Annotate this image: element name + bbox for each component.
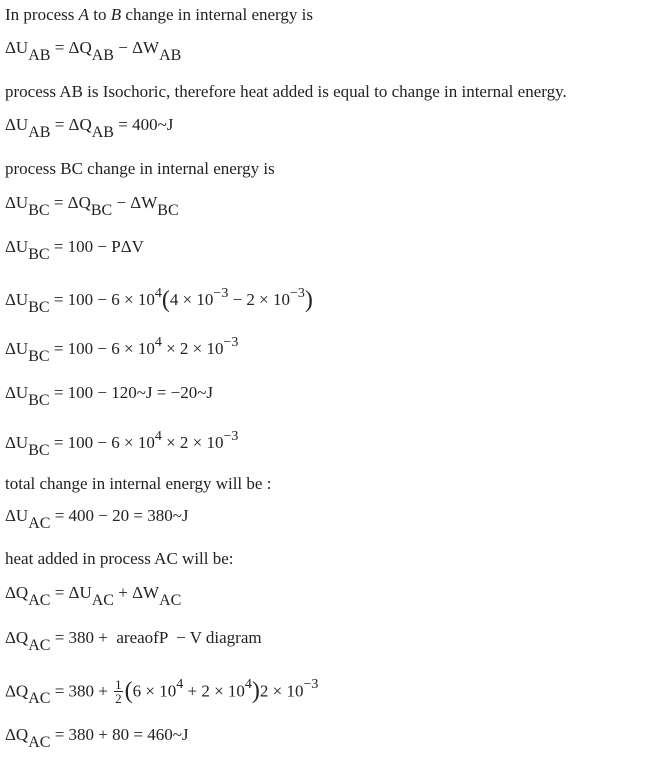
exponent: −3	[303, 677, 319, 693]
term: + 2 × 10	[183, 681, 245, 701]
exponent: 4	[176, 677, 184, 693]
symbol: ΔU	[5, 339, 29, 358]
point-b: B	[110, 5, 122, 24]
isochoric-line: process AB is Isochoric, therefore heat added is equal to change in internal energy.	[5, 82, 567, 101]
equation-1	[5, 38, 182, 64]
term: − 2 × 10	[228, 290, 291, 309]
value: = 380 + areaofP − V diagram	[50, 628, 262, 647]
value: = 100 − 120~J = −20~J	[49, 383, 214, 402]
equation-9	[5, 506, 189, 532]
text: to	[89, 5, 111, 24]
exponent: −3	[223, 335, 239, 350]
symbol: = ΔQ	[50, 115, 92, 134]
exponent: −3	[223, 429, 239, 444]
symbol: ΔU	[5, 115, 29, 134]
subscript: AB	[28, 47, 51, 64]
paren: )	[251, 678, 260, 705]
term: 2 × 10	[259, 681, 304, 701]
subscript: BC	[90, 202, 113, 219]
value: = 400~J	[113, 115, 174, 134]
subscript: BC	[28, 246, 50, 263]
subscript: AC	[28, 515, 51, 532]
intro-line	[5, 5, 313, 25]
numerator: 1	[115, 677, 122, 692]
exponent: 4	[154, 429, 162, 444]
symbol: + ΔW	[113, 583, 160, 602]
subscript: AB	[28, 124, 51, 141]
paren: (	[124, 678, 133, 705]
subscript: BC	[28, 299, 50, 316]
equation-12	[5, 679, 318, 706]
symbol: ΔQ	[5, 628, 29, 647]
subscript: BC	[28, 392, 50, 409]
equation-7	[5, 383, 214, 409]
value: = 100 − PΔV	[49, 237, 144, 256]
term: = 380 +	[50, 681, 113, 701]
symbol: − ΔW	[113, 38, 160, 57]
exponent: 4	[154, 286, 162, 301]
symbol: ΔU	[5, 193, 29, 212]
symbol: = ΔU	[50, 583, 92, 602]
equation-3	[5, 193, 179, 219]
symbol: ΔU	[5, 383, 29, 402]
denominator: 2	[115, 691, 122, 706]
term: = 100 − 6 × 10	[49, 339, 155, 358]
subscript: BC	[28, 202, 50, 219]
text: In process	[5, 5, 79, 24]
bc-intro-line: process BC change in internal energy is	[5, 159, 275, 178]
subscript: AC	[28, 690, 51, 708]
subscript: AB	[159, 47, 182, 64]
subscript: BC	[157, 202, 179, 219]
subscript: AC	[28, 637, 51, 654]
value: = 400 − 20 = 380~J	[50, 506, 189, 525]
equation-2	[5, 115, 174, 141]
equation-10	[5, 583, 182, 609]
equation-4	[5, 237, 144, 263]
value: = 380 + 80 = 460~J	[50, 725, 189, 744]
subscript: AC	[28, 592, 51, 609]
symbol: ΔU	[5, 506, 29, 525]
term: × 2 × 10	[161, 339, 224, 358]
subscript: AB	[91, 124, 114, 141]
symbol: = ΔQ	[49, 193, 91, 212]
equation-11	[5, 628, 262, 654]
exponent: 4	[154, 335, 162, 350]
symbol: ΔU	[5, 237, 29, 256]
equation-13	[5, 725, 189, 751]
term: × 2 × 10	[161, 433, 224, 452]
point-a: A	[78, 5, 90, 24]
term: = 100 − 6 × 10	[49, 290, 155, 309]
subscript: BC	[28, 348, 50, 365]
symbol: ΔQ	[5, 583, 29, 602]
term: 6 × 10	[132, 681, 177, 701]
symbol: ΔU	[5, 38, 29, 57]
paren: (	[161, 287, 170, 313]
paren: )	[304, 287, 313, 313]
equation-6	[5, 335, 239, 365]
term: = 100 − 6 × 10	[49, 433, 155, 452]
symbol: ΔU	[5, 433, 29, 452]
subscript: BC	[28, 442, 50, 459]
fraction-half	[114, 678, 123, 705]
heat-added-line: heat added in process AC will be:	[5, 549, 234, 568]
symbol: ΔQ	[5, 681, 29, 701]
total-change-line: total change in internal energy will be :	[5, 474, 272, 493]
term: 4 × 10	[169, 290, 214, 309]
subscript: AC	[159, 592, 182, 609]
subscript: AB	[91, 47, 114, 64]
symbol: ΔQ	[5, 725, 29, 744]
exponent: −3	[290, 286, 305, 301]
equation-8	[5, 429, 239, 459]
exponent: 4	[244, 677, 252, 693]
subscript: AC	[28, 734, 51, 751]
symbol: − ΔW	[112, 193, 158, 212]
text: change in internal energy is	[121, 5, 313, 24]
equation-5	[5, 286, 313, 316]
symbol: ΔU	[5, 290, 29, 309]
exponent: −3	[213, 286, 229, 301]
symbol: = ΔQ	[50, 38, 92, 57]
subscript: AC	[91, 592, 114, 609]
